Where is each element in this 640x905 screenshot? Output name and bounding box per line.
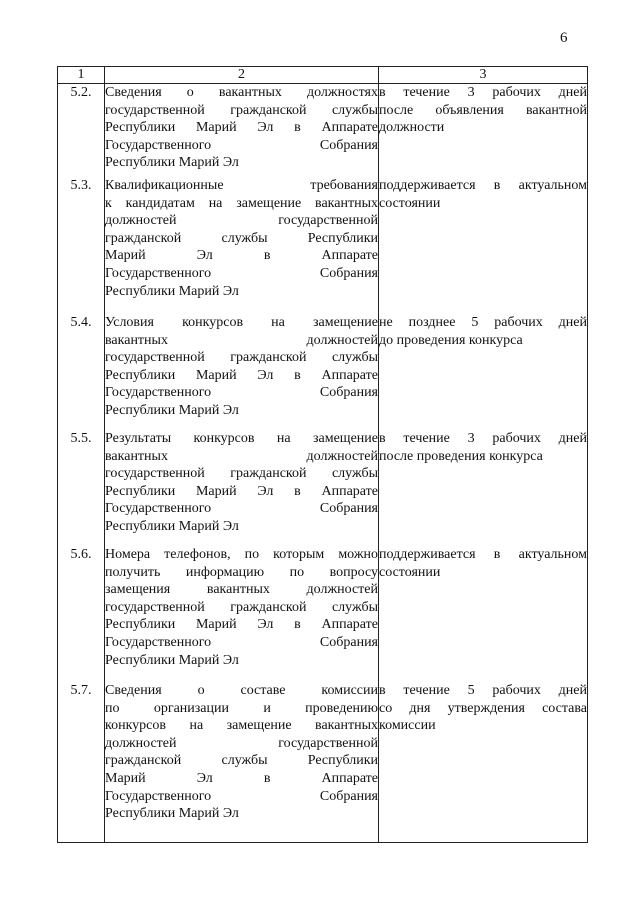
row-number: 5.2.: [58, 84, 105, 178]
description-line: по организации и проведению: [105, 700, 378, 716]
term-line: до проведения конкурса: [379, 332, 523, 348]
description-line: Марий Эл в Аппарате: [105, 770, 378, 786]
description-line: Квалификационные требования: [105, 178, 378, 193]
description-line: Условия конкурсов на замещение: [105, 315, 378, 330]
term-line: после объявления вакантной: [379, 102, 587, 118]
description-line: государственной гражданской службы: [105, 599, 378, 615]
term-line: в течение 5 рабочих дней: [379, 683, 587, 698]
term-line: не позднее 5 рабочих дней: [379, 315, 587, 330]
term-line: состоянии: [379, 564, 441, 580]
row-number: 5.3.: [58, 177, 105, 314]
table-row: [58, 682, 588, 843]
description-line: Республики Марий Эл в Аппарате: [105, 367, 378, 383]
description-line: должностей государственной: [105, 213, 378, 229]
description-line: государственной гражданской службы: [105, 102, 378, 118]
row-term: [379, 430, 588, 546]
term-line: в течение 3 рабочих дней: [379, 85, 587, 100]
row-number: 5.6.: [58, 546, 105, 682]
description-line: Республики Марий Эл: [105, 806, 239, 822]
table-row: [58, 314, 588, 430]
description-line: вакантных должностей: [105, 332, 378, 348]
description-line: Республики Марий Эл в Аппарате: [105, 120, 378, 136]
description-line: Государственного Собрания: [105, 788, 378, 804]
table-row: [58, 177, 588, 314]
row-description: [105, 84, 379, 178]
description-line: Государственного Собрания: [105, 385, 378, 401]
page-number: 6: [560, 30, 568, 46]
term-line: комиссии: [379, 718, 436, 734]
description-line: государственной гражданской службы: [105, 350, 378, 366]
term-line: после проведения конкурса: [379, 448, 543, 464]
row-description: [105, 682, 379, 843]
description-line: замещения вакантных должностей: [105, 582, 378, 598]
description-line: Республики Марий Эл: [105, 155, 239, 171]
description-line: Республики Марий Эл: [105, 652, 239, 668]
description-line: Марий Эл в Аппарате: [105, 248, 378, 264]
description-line: Государственного Собрания: [105, 501, 378, 517]
row-term: [379, 177, 588, 314]
row-term: [379, 682, 588, 843]
description-line: должностей государственной: [105, 735, 378, 751]
term-line: в течение 3 рабочих дней: [379, 431, 587, 446]
description-line: конкурсов на замещение вакантных: [105, 718, 378, 734]
description-line: получить информацию по вопросу: [105, 564, 378, 580]
table-header-row: [58, 67, 588, 84]
description-line: гражданской службы Республики: [105, 230, 378, 246]
description-line: гражданской службы Республики: [105, 753, 378, 769]
term-line: поддерживается в актуальном: [379, 178, 587, 193]
row-description: [105, 314, 379, 430]
row-number: 5.5.: [58, 430, 105, 546]
row-description: [105, 546, 379, 682]
information-table: [57, 66, 588, 843]
description-line: Республики Марий Эл: [105, 402, 239, 418]
description-line: Номера телефонов, по которым можно: [105, 547, 378, 562]
column-name-header: 2: [105, 67, 379, 84]
description-line: Республики Марий Эл в Аппарате: [105, 617, 378, 633]
row-term: [379, 546, 588, 682]
description-line: государственной гражданской службы: [105, 466, 378, 482]
column-number-header: 1: [58, 67, 105, 84]
description-line: Сведения о составе комиссии: [105, 683, 378, 698]
description-line: Сведения о вакантных должностях: [105, 85, 378, 100]
column-term-header: 3: [379, 67, 588, 84]
description-line: Республики Марий Эл: [105, 283, 239, 299]
row-number: 5.4.: [58, 314, 105, 430]
row-term: [379, 84, 588, 178]
description-line: Государственного Собрания: [105, 265, 378, 281]
description-line: Государственного Собрания: [105, 137, 378, 153]
term-line: состоянии: [379, 195, 441, 211]
description-line: Результаты конкурсов на замещение: [105, 431, 378, 446]
table-row: [58, 430, 588, 546]
description-line: Республики Марий Эл: [105, 518, 239, 534]
row-term: [379, 314, 588, 430]
term-line: поддерживается в актуальном: [379, 547, 587, 562]
description-line: Государственного Собрания: [105, 634, 378, 650]
description-line: Республики Марий Эл в Аппарате: [105, 483, 378, 499]
term-line: со дня утверждения состава: [379, 700, 587, 716]
term-line: должности: [379, 120, 445, 136]
row-number: 5.7.: [58, 682, 105, 843]
table-row: [58, 546, 588, 682]
description-line: к кандидатам на замещение вакантных: [105, 195, 378, 211]
row-description: [105, 430, 379, 546]
row-description: [105, 177, 379, 314]
description-line: вакантных должностей: [105, 448, 378, 464]
table-row: [58, 84, 588, 178]
